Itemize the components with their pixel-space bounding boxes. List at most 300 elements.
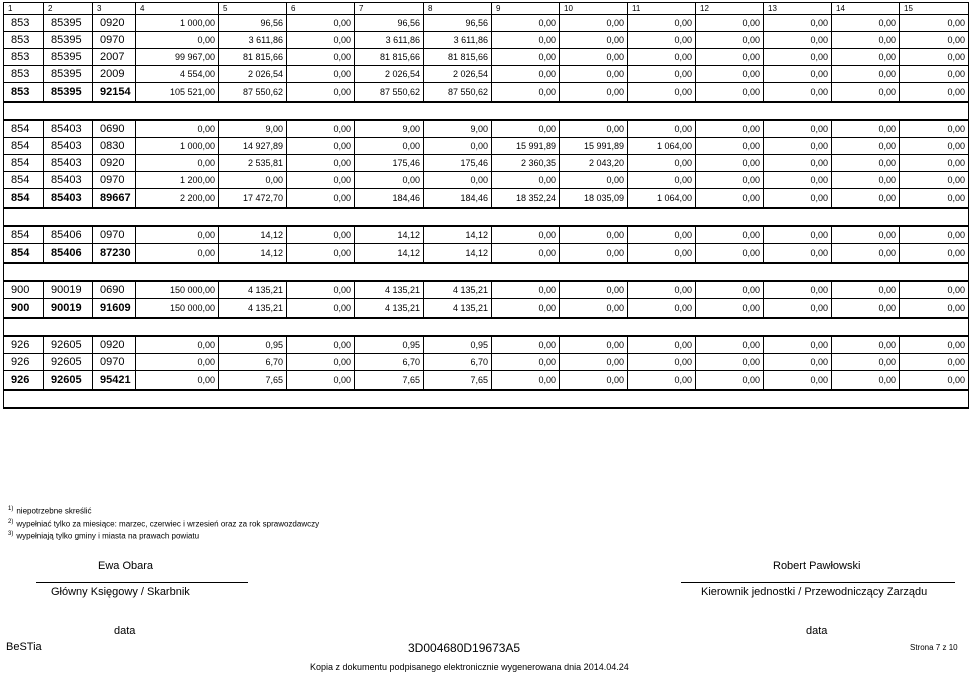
table-cell: 0,00	[287, 244, 355, 264]
table-cell: 92605	[44, 354, 93, 371]
column-number: 4	[136, 3, 219, 15]
table-cell: 0,00	[696, 120, 764, 138]
table-cell: 0970	[93, 172, 136, 189]
table-row	[4, 354, 969, 371]
separator-cell	[4, 102, 969, 120]
group-separator	[4, 390, 969, 408]
table-cell: 18 352,24	[492, 189, 560, 209]
header-row	[4, 3, 969, 15]
table-cell: 0,00	[900, 172, 969, 189]
table-cell: 0,00	[287, 138, 355, 155]
table-cell: 0,00	[560, 336, 628, 354]
column-number: 7	[355, 3, 424, 15]
table-cell: 0,00	[832, 226, 900, 244]
table-cell: 0,00	[136, 354, 219, 371]
table-cell: 99 967,00	[136, 49, 219, 66]
table-cell: 0,00	[832, 120, 900, 138]
table-row	[4, 66, 969, 83]
table-cell: 0,00	[832, 66, 900, 83]
table-row	[4, 281, 969, 299]
table-cell: 0,00	[287, 336, 355, 354]
table-cell: 0,00	[696, 189, 764, 209]
table-cell: 0,00	[136, 32, 219, 49]
table-cell: 0,00	[900, 226, 969, 244]
table-cell: 87 550,62	[355, 83, 424, 103]
table-cell: 0,00	[287, 354, 355, 371]
table-cell: 85395	[44, 32, 93, 49]
table-row	[4, 15, 969, 32]
table-cell: 7,65	[424, 371, 492, 391]
table-cell: 853	[4, 32, 44, 49]
table-cell: 14 927,89	[219, 138, 287, 155]
table-cell: 0,00	[764, 120, 832, 138]
table-cell: 0,00	[492, 66, 560, 83]
table-cell: 87 550,62	[219, 83, 287, 103]
table-cell: 0970	[93, 32, 136, 49]
table-cell: 0,00	[696, 354, 764, 371]
table-cell: 0,00	[287, 299, 355, 319]
table-cell: 0,00	[696, 336, 764, 354]
table-cell: 85395	[44, 49, 93, 66]
table-cell: 85395	[44, 66, 93, 83]
table-cell: 184,46	[424, 189, 492, 209]
subtotal-row	[4, 299, 969, 319]
table-cell: 0,00	[900, 354, 969, 371]
page-number: Strona 7 z 10	[910, 643, 958, 652]
table-cell: 0,00	[628, 281, 696, 299]
table-cell: 0,00	[628, 155, 696, 172]
column-number: 10	[560, 3, 628, 15]
table-cell: 0,00	[764, 172, 832, 189]
table-cell: 0,00	[900, 299, 969, 319]
table-cell: 4 135,21	[355, 281, 424, 299]
table-cell: 0,00	[492, 281, 560, 299]
table-cell: 0,00	[696, 15, 764, 32]
date-label-right: data	[806, 625, 828, 637]
accountant-name: Ewa Obara	[98, 560, 154, 572]
table-cell: 0,00	[900, 281, 969, 299]
document-id: 3D004680D19673A5	[408, 641, 521, 655]
table-cell: 900	[4, 299, 44, 319]
table-cell: 926	[4, 371, 44, 391]
table-row	[4, 226, 969, 244]
table-cell: 0,00	[832, 189, 900, 209]
table-cell: 0,00	[900, 371, 969, 391]
table-cell: 0,00	[764, 299, 832, 319]
table-cell: 87 550,62	[424, 83, 492, 103]
table-cell: 0,00	[832, 244, 900, 264]
table-cell: 0,00	[219, 172, 287, 189]
table-cell: 175,46	[355, 155, 424, 172]
table-cell: 0,00	[628, 32, 696, 49]
table-cell: 0,00	[832, 32, 900, 49]
table-cell: 17 472,70	[219, 189, 287, 209]
table-cell: 0,00	[764, 32, 832, 49]
table-cell: 0,00	[696, 32, 764, 49]
table-cell: 85403	[44, 120, 93, 138]
table-cell: 0,00	[628, 120, 696, 138]
table-cell: 85406	[44, 244, 93, 264]
column-number: 13	[764, 3, 832, 15]
table-row	[4, 336, 969, 354]
table-cell: 0,00	[355, 172, 424, 189]
table-row	[4, 155, 969, 172]
table-cell: 184,46	[355, 189, 424, 209]
table-row	[4, 32, 969, 49]
table-cell: 0,00	[492, 299, 560, 319]
table-cell: 87230	[93, 244, 136, 264]
table-cell: 1 064,00	[628, 138, 696, 155]
column-number: 9	[492, 3, 560, 15]
table-cell: 0,00	[492, 336, 560, 354]
column-number: 11	[628, 3, 696, 15]
table-cell: 0,00	[628, 299, 696, 319]
table-cell: 0,00	[136, 120, 219, 138]
table-cell: 2 043,20	[560, 155, 628, 172]
table-cell: 3 611,86	[355, 32, 424, 49]
table-cell: 15 991,89	[492, 138, 560, 155]
table-cell: 0,00	[696, 66, 764, 83]
table-cell: 0,00	[287, 371, 355, 391]
table-cell: 0,00	[136, 155, 219, 172]
table-cell: 0,00	[764, 281, 832, 299]
table-cell: 6,70	[424, 354, 492, 371]
table-cell: 0,00	[628, 336, 696, 354]
table-cell: 0,00	[136, 371, 219, 391]
table-cell: 0,00	[492, 172, 560, 189]
table-cell: 0,00	[832, 281, 900, 299]
table-cell: 0,00	[764, 66, 832, 83]
signature-line-right	[681, 582, 955, 583]
table-cell: 85403	[44, 189, 93, 209]
table-cell: 0,00	[492, 371, 560, 391]
table-cell: 7,65	[355, 371, 424, 391]
subtotal-row	[4, 371, 969, 391]
table-cell: 81 815,66	[424, 49, 492, 66]
separator-cell	[4, 390, 969, 408]
table-cell: 0,00	[560, 49, 628, 66]
table-cell: 4 135,21	[219, 281, 287, 299]
group-separator	[4, 263, 969, 281]
table-cell: 0,00	[832, 15, 900, 32]
table-cell: 0,00	[764, 155, 832, 172]
table-cell: 0,00	[696, 172, 764, 189]
table-cell: 0,95	[424, 336, 492, 354]
table-cell: 0,00	[287, 66, 355, 83]
table-cell: 2009	[93, 66, 136, 83]
table-cell: 4 135,21	[355, 299, 424, 319]
table-cell: 15 991,89	[560, 138, 628, 155]
table-cell: 0,00	[900, 66, 969, 83]
table-cell: 14,12	[424, 226, 492, 244]
table-cell: 854	[4, 138, 44, 155]
table-cell: 0,00	[696, 49, 764, 66]
table-cell: 926	[4, 354, 44, 371]
table-cell: 0,00	[832, 371, 900, 391]
footnotes	[8, 504, 319, 542]
table-cell: 85395	[44, 83, 93, 103]
table-cell: 4 554,00	[136, 66, 219, 83]
table-cell: 0,00	[287, 120, 355, 138]
table-cell: 0,00	[287, 226, 355, 244]
table-row	[4, 49, 969, 66]
manager-name: Robert Pawłowski	[773, 560, 861, 572]
table-cell: 81 815,66	[219, 49, 287, 66]
footnote: $^{2)}$ wypełniać tylko za miesiące: marzec, czerwiec i wrzesień oraz za rok sprawozdawczy	[8, 518, 320, 529]
footnote: $^{1)}$ niepotrzebne skreślić	[8, 506, 92, 516]
table-cell: 0,00	[832, 138, 900, 155]
table-cell: 85403	[44, 155, 93, 172]
table-cell: 900	[4, 281, 44, 299]
table-cell: 0,00	[900, 189, 969, 209]
separator-cell	[4, 263, 969, 281]
table-cell: 0,00	[764, 354, 832, 371]
table-cell: 90019	[44, 281, 93, 299]
subtotal-row	[4, 189, 969, 209]
table-cell: 0,00	[287, 83, 355, 103]
table-cell: 0,00	[696, 226, 764, 244]
table-cell: 0920	[93, 155, 136, 172]
column-number: 12	[696, 3, 764, 15]
table-cell: 6,70	[355, 354, 424, 371]
date-label-left: data	[114, 625, 136, 637]
table-cell: 854	[4, 120, 44, 138]
table-cell: 0970	[93, 354, 136, 371]
table-cell: 0,00	[492, 354, 560, 371]
table-cell: 3 611,86	[219, 32, 287, 49]
table-cell: 0,00	[560, 354, 628, 371]
table-cell: 853	[4, 83, 44, 103]
table-cell: 0,00	[287, 32, 355, 49]
subtotal-row	[4, 83, 969, 103]
table-cell: 92605	[44, 371, 93, 391]
table-cell: 0,00	[628, 244, 696, 264]
table-cell: 14,12	[355, 226, 424, 244]
table-cell: 0,00	[900, 49, 969, 66]
table-cell: 0,95	[219, 336, 287, 354]
table-cell: 0,00	[492, 226, 560, 244]
table-cell: 0,00	[832, 354, 900, 371]
table-cell: 0,00	[628, 172, 696, 189]
table-cell: 0,00	[832, 49, 900, 66]
table-cell: 2 360,35	[492, 155, 560, 172]
table-cell: 0690	[93, 120, 136, 138]
table-cell: 0,00	[287, 155, 355, 172]
table-cell: 0,00	[832, 155, 900, 172]
table-cell: 0,00	[560, 66, 628, 83]
table-cell: 854	[4, 244, 44, 264]
table-cell: 0,00	[560, 226, 628, 244]
table-row	[4, 120, 969, 138]
table-cell: 0,00	[900, 244, 969, 264]
table-cell: 85395	[44, 15, 93, 32]
table-cell: 0,00	[492, 49, 560, 66]
table-cell: 2 535,81	[219, 155, 287, 172]
table-cell: 0,00	[560, 120, 628, 138]
column-number: 1	[4, 3, 44, 15]
table-cell: 0,00	[560, 172, 628, 189]
table-cell: 0,00	[560, 299, 628, 319]
table-cell: 175,46	[424, 155, 492, 172]
column-number: 14	[832, 3, 900, 15]
table-cell: 0830	[93, 138, 136, 155]
table-cell: 2 026,54	[355, 66, 424, 83]
table-cell: 0,00	[900, 138, 969, 155]
table-cell: 853	[4, 49, 44, 66]
table-cell: 0,00	[628, 371, 696, 391]
table-cell: 91609	[93, 299, 136, 319]
table-cell: 1 200,00	[136, 172, 219, 189]
table-cell: 9,00	[219, 120, 287, 138]
table-cell: 0,00	[832, 172, 900, 189]
column-number: 15	[900, 3, 969, 15]
table-cell: 0,00	[832, 336, 900, 354]
table-cell: 81 815,66	[355, 49, 424, 66]
table-cell: 0,00	[287, 281, 355, 299]
table-cell: 0,00	[628, 66, 696, 83]
table-cell: 92154	[93, 83, 136, 103]
table-cell: 0,00	[696, 281, 764, 299]
footnote: $^{3)}$ wypełniają tylko gminy i miasta na prawach powiatu	[8, 531, 200, 541]
table-cell: 0,00	[492, 15, 560, 32]
table-cell: 105 521,00	[136, 83, 219, 103]
table-cell: 1 064,00	[628, 189, 696, 209]
column-number: 8	[424, 3, 492, 15]
table-cell: 0,00	[560, 32, 628, 49]
table-cell: 1 000,00	[136, 15, 219, 32]
table-cell: 0,00	[492, 120, 560, 138]
table-cell: 0,00	[628, 15, 696, 32]
table-cell: 0,00	[764, 226, 832, 244]
table-cell: 92605	[44, 336, 93, 354]
table-cell: 0,00	[492, 83, 560, 103]
table-cell: 0,00	[764, 244, 832, 264]
table-cell: 96,56	[355, 15, 424, 32]
subtotal-row	[4, 244, 969, 264]
table-cell: 0,00	[287, 15, 355, 32]
table-cell: 0,00	[764, 189, 832, 209]
table-cell: 0970	[93, 226, 136, 244]
table-cell: 854	[4, 189, 44, 209]
table-cell: 0,00	[764, 83, 832, 103]
table-cell: 0,00	[628, 226, 696, 244]
table-cell: 0,00	[900, 15, 969, 32]
separator-cell	[4, 208, 969, 226]
table-cell: 0,00	[900, 32, 969, 49]
table-cell: 0,00	[832, 299, 900, 319]
table-cell: 3 611,86	[424, 32, 492, 49]
table-cell: 2 026,54	[219, 66, 287, 83]
table-cell: 854	[4, 226, 44, 244]
group-separator	[4, 102, 969, 120]
table-cell: 0,00	[136, 336, 219, 354]
table-cell: 96,56	[424, 15, 492, 32]
accountant-role: Główny Księgowy / Skarbnik	[51, 586, 190, 598]
table-cell: 0,00	[628, 354, 696, 371]
table-row	[4, 172, 969, 189]
table-cell: 0,00	[900, 83, 969, 103]
table-cell: 853	[4, 15, 44, 32]
table-cell: 4 135,21	[219, 299, 287, 319]
table-cell: 0,00	[136, 244, 219, 264]
table-cell: 0,00	[764, 336, 832, 354]
table-cell: 0,00	[900, 155, 969, 172]
table-cell: 0,95	[355, 336, 424, 354]
table-cell: 0920	[93, 336, 136, 354]
table-cell: 95421	[93, 371, 136, 391]
table-cell: 0,00	[492, 244, 560, 264]
table-cell: 4 135,21	[424, 281, 492, 299]
table-cell: 0,00	[696, 299, 764, 319]
table-cell: 0,00	[136, 226, 219, 244]
table-cell: 4 135,21	[424, 299, 492, 319]
table-cell: 854	[4, 172, 44, 189]
table-cell: 0,00	[424, 172, 492, 189]
table-cell: 2 200,00	[136, 189, 219, 209]
signature-line-left	[36, 582, 248, 583]
table-cell: 0,00	[764, 15, 832, 32]
table-cell: 0,00	[764, 49, 832, 66]
table-cell: 1 000,00	[136, 138, 219, 155]
table-cell: 6,70	[219, 354, 287, 371]
copy-note: Kopia z dokumentu podpisanego elektronicznie wygenerowana dnia 2014.04.24	[310, 662, 629, 672]
table-cell: 9,00	[355, 120, 424, 138]
table-cell: 0,00	[696, 138, 764, 155]
column-number: 6	[287, 3, 355, 15]
table-cell: 0,00	[287, 189, 355, 209]
table-cell: 0,00	[764, 371, 832, 391]
table-cell: 9,00	[424, 120, 492, 138]
table-cell: 18 035,09	[560, 189, 628, 209]
table-cell: 0,00	[287, 172, 355, 189]
table-cell: 0,00	[424, 138, 492, 155]
table-cell: 85406	[44, 226, 93, 244]
table-row	[4, 138, 969, 155]
table-cell: 0,00	[560, 15, 628, 32]
table-cell: 0,00	[560, 83, 628, 103]
table-cell: 0,00	[560, 281, 628, 299]
table-cell: 0,00	[628, 49, 696, 66]
group-separator	[4, 208, 969, 226]
table-cell: 14,12	[219, 244, 287, 264]
table-cell: 150 000,00	[136, 281, 219, 299]
table-cell: 0,00	[560, 244, 628, 264]
table-cell: 2007	[93, 49, 136, 66]
table-cell: 90019	[44, 299, 93, 319]
report-table	[3, 2, 969, 409]
table-cell: 0,00	[287, 49, 355, 66]
table-cell: 0,00	[832, 83, 900, 103]
column-number: 3	[93, 3, 136, 15]
column-number: 5	[219, 3, 287, 15]
table-cell: 0,00	[696, 155, 764, 172]
separator-cell	[4, 318, 969, 336]
table-cell: 0,00	[355, 138, 424, 155]
table-cell: 0920	[93, 15, 136, 32]
table-cell: 150 000,00	[136, 299, 219, 319]
table-cell: 96,56	[219, 15, 287, 32]
table-cell: 0,00	[492, 32, 560, 49]
table-cell: 14,12	[355, 244, 424, 264]
table-cell: 0,00	[696, 371, 764, 391]
group-separator	[4, 318, 969, 336]
table-cell: 853	[4, 66, 44, 83]
table-cell: 0,00	[764, 138, 832, 155]
table-cell: 89667	[93, 189, 136, 209]
app-name: BeSTia	[6, 641, 42, 653]
table-cell: 7,65	[219, 371, 287, 391]
table-cell: 0690	[93, 281, 136, 299]
